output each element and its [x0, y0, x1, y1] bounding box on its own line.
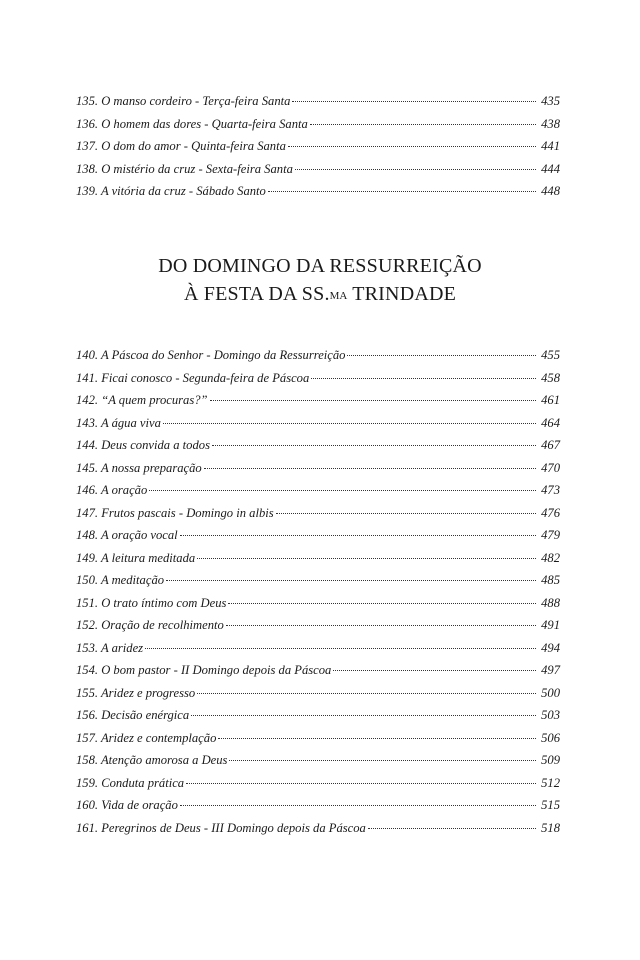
toc-entry-page-number: 488 — [541, 595, 560, 610]
toc-entry-page-number: 467 — [541, 438, 560, 452]
dot-leader — [197, 693, 536, 694]
toc-entry-page-number: 470 — [541, 460, 560, 475]
dot-leader — [218, 738, 536, 739]
dot-leader — [210, 400, 536, 401]
dot-leader — [268, 191, 536, 192]
toc-entry-title: 152. Oração de recolhimento — [76, 618, 224, 632]
toc-entry-page-number: 506 — [541, 730, 560, 745]
toc-entry — [76, 749, 560, 772]
toc-entry-page-number: 509 — [541, 753, 560, 767]
dot-leader — [145, 648, 536, 649]
toc-entry-title: 141. Ficai conosco - Segunda-feira de Páscoa — [76, 370, 310, 385]
toc-entry — [76, 659, 560, 682]
toc-entry-page-number: 482 — [541, 550, 560, 565]
toc-entry — [76, 817, 560, 840]
section-heading-line-2-prefix: À FESTA DA SS. — [183, 283, 330, 305]
toc-entry — [76, 502, 560, 525]
toc-entry — [76, 113, 560, 136]
toc-entry-title: 154. O bom pastor - II Domingo depois da Páscoa — [76, 663, 332, 677]
toc-entry — [76, 637, 560, 660]
toc-entry — [76, 135, 560, 158]
toc-entry-page-number: 497 — [541, 663, 560, 677]
dot-leader — [191, 715, 536, 716]
dot-leader — [295, 169, 536, 170]
dot-leader — [186, 783, 536, 784]
toc-entry-title: 140. A Páscoa do Senhor - Domingo da Ressurreição — [76, 348, 346, 362]
toc-entry-title: 150. A meditação — [76, 573, 165, 587]
dot-leader — [180, 535, 536, 536]
toc-entry-page-number: 491 — [541, 618, 560, 632]
toc-entry-title: 144. Deus convida a todos — [76, 438, 210, 452]
toc-entry-title: 146. A oração — [76, 483, 148, 497]
toc-entry — [76, 412, 560, 435]
toc-entry — [76, 158, 560, 181]
toc-entry-page-number: 441 — [541, 139, 560, 153]
toc-entry-title: 147. Frutos pascais - Domingo in albis — [76, 505, 274, 520]
toc-entry-page-number: 448 — [541, 184, 560, 198]
toc-entry-title: 160. Vida de oração — [76, 798, 178, 812]
toc-entry-page-number: 518 — [541, 820, 560, 835]
dot-leader — [288, 146, 536, 147]
toc-entry — [76, 569, 560, 592]
section-heading — [0, 252, 640, 308]
toc-entry-title: 161. Peregrinos de Deus - III Domingo depois da Páscoa — [76, 820, 366, 835]
toc-entry — [76, 180, 560, 203]
toc-entry — [76, 772, 560, 795]
toc-entry-page-number: 435 — [541, 94, 560, 108]
dot-leader — [180, 805, 536, 806]
toc-entry — [76, 614, 560, 637]
section-heading-line-1: DO DOMINGO DA RESSURREIÇÃO — [158, 255, 482, 277]
toc-entry-page-number: 512 — [541, 775, 560, 790]
toc-entry-page-number: 515 — [541, 798, 560, 812]
dot-leader — [311, 378, 536, 379]
toc-entry-title: 135. O manso cordeiro - Terça-feira Santa — [76, 94, 291, 108]
toc-entry-page-number: 464 — [541, 415, 560, 430]
dot-leader — [276, 513, 536, 514]
dot-leader — [204, 468, 536, 469]
toc-entry — [76, 524, 560, 547]
toc-entry — [76, 367, 560, 390]
dot-leader — [333, 670, 536, 671]
section-heading-superscript: MA — [329, 290, 348, 302]
toc-entry-title: 148. A oração vocal — [76, 528, 178, 542]
toc-entry — [76, 592, 560, 615]
dot-leader — [163, 423, 536, 424]
toc-entry-page-number: 455 — [541, 348, 560, 362]
toc-entry — [76, 704, 560, 727]
toc-entry-page-number: 494 — [541, 640, 560, 655]
toc-entry — [76, 90, 560, 113]
toc-entry-title: 159. Conduta prática — [76, 775, 185, 790]
section-heading-line-2 — [0, 280, 640, 308]
toc-entry-page-number: 485 — [541, 573, 560, 587]
toc-entry-page-number: 438 — [541, 116, 560, 131]
toc-entry-title: 158. Atenção amorosa a Deus — [76, 753, 228, 767]
toc-entry-title: 136. O homem das dores - Quarta-feira Santa — [76, 116, 308, 131]
toc-entry-page-number: 461 — [541, 393, 560, 407]
toc-entry — [76, 434, 560, 457]
toc-entry — [76, 344, 560, 367]
toc-entry-title: 139. A vitória da cruz - Sábado Santo — [76, 184, 266, 198]
toc-entry — [76, 457, 560, 480]
dot-leader — [228, 603, 536, 604]
toc-entry-title: 157. Aridez e contemplação — [76, 730, 217, 745]
dot-leader — [212, 445, 536, 446]
dot-leader — [368, 828, 536, 829]
toc-list-easter — [76, 344, 560, 839]
toc-entry-title: 145. A nossa preparação — [76, 460, 202, 475]
toc-entry-title: 153. A aridez — [76, 640, 144, 655]
toc-entry-title: 149. A leitura meditada — [76, 550, 196, 565]
dot-leader — [226, 625, 536, 626]
dot-leader — [149, 490, 536, 491]
toc-entry — [76, 794, 560, 817]
toc-entry-page-number: 444 — [541, 161, 560, 176]
toc-entry-page-number: 476 — [541, 505, 560, 520]
toc-entry-page-number: 479 — [541, 528, 560, 542]
dot-leader — [229, 760, 536, 761]
toc-entry-title: 155. Aridez e progresso — [76, 685, 196, 700]
dot-leader — [166, 580, 536, 581]
toc-entry-page-number: 503 — [541, 708, 560, 722]
toc-list-holy-week — [76, 90, 560, 203]
toc-entry-title: 142. “A quem procuras?” — [76, 393, 208, 407]
toc-entry-title: 151. O trato íntimo com Deus — [76, 595, 227, 610]
toc-entry — [76, 682, 560, 705]
toc-entry-page-number: 458 — [541, 370, 560, 385]
toc-entry — [76, 479, 560, 502]
toc-entry-title: 137. O dom do amor - Quinta-feira Santa — [76, 139, 286, 153]
dot-leader — [197, 558, 536, 559]
section-heading-line-2-suffix: TRINDADE — [347, 283, 457, 305]
toc-entry — [76, 727, 560, 750]
toc-entry-page-number: 500 — [541, 685, 560, 700]
toc-entry-title: 156. Decisão enérgica — [76, 708, 190, 722]
toc-entry-title: 138. O mistério da cruz - Sexta-feira Santa — [76, 161, 293, 176]
toc-entry-page-number: 473 — [541, 483, 560, 497]
dot-leader — [310, 124, 536, 125]
dot-leader — [292, 101, 536, 102]
toc-entry-title: 143. A água viva — [76, 415, 161, 430]
toc-entry — [76, 547, 560, 570]
toc-entry — [76, 389, 560, 412]
dot-leader — [347, 355, 536, 356]
